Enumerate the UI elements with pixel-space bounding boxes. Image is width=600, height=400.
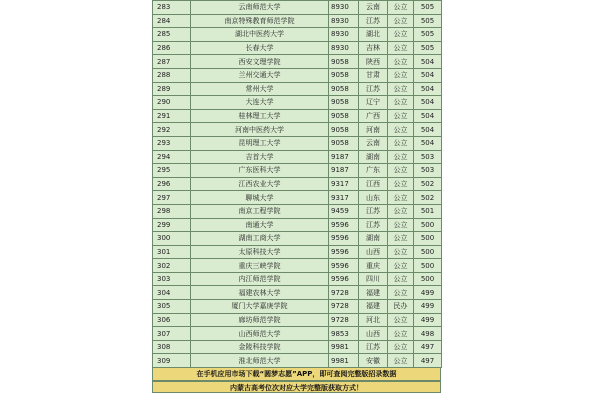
province-cell: 山西 [359,327,388,341]
school-name-cell: 江西农业大学 [191,177,329,191]
province-cell: 四川 [359,272,388,286]
score-cell: 8930 [329,1,359,15]
table-row [153,68,442,82]
position-cell: 503 [414,164,442,178]
score-cell: 9187 [329,164,359,178]
school-type-cell: 公立 [388,68,414,82]
score-cell: 9058 [329,55,359,69]
school-name-cell: 金陵科技学院 [191,340,329,354]
score-cell: 9058 [329,96,359,110]
rank-cell: 301 [153,245,191,259]
score-cell: 9058 [329,123,359,137]
position-cell: 500 [414,272,442,286]
province-cell: 江苏 [359,14,388,28]
school-type-cell: 公立 [388,204,414,218]
school-type-cell: 公立 [388,340,414,354]
rank-cell: 305 [153,300,191,314]
province-cell: 陕西 [359,55,388,69]
score-cell: 9459 [329,204,359,218]
school-type-cell: 公立 [388,41,414,55]
rank-cell: 302 [153,259,191,273]
rank-cell: 299 [153,218,191,232]
rank-cell: 300 [153,232,191,246]
school-type-cell: 公立 [388,218,414,232]
table-row [153,55,442,69]
province-cell: 安徽 [359,354,388,368]
rank-cell: 284 [153,14,191,28]
score-cell: 9596 [329,232,359,246]
school-type-cell: 公立 [388,191,414,205]
school-name-cell: 山西师范大学 [191,327,329,341]
school-type-cell: 公立 [388,327,414,341]
rank-cell: 298 [153,204,191,218]
school-type-cell: 公立 [388,1,414,15]
table-row [153,272,442,286]
position-cell: 504 [414,136,442,150]
school-name-cell: 淮北师范大学 [191,354,329,368]
school-type-cell: 公立 [388,177,414,191]
table-row [153,150,442,164]
school-type-cell: 公立 [388,123,414,137]
table-row [153,136,442,150]
score-cell: 9728 [329,300,359,314]
province-cell: 广东 [359,164,388,178]
rank-cell: 306 [153,313,191,327]
school-type-cell: 民办 [388,300,414,314]
score-cell: 9058 [329,109,359,123]
score-cell: 9058 [329,68,359,82]
province-cell: 云南 [359,136,388,150]
school-name-cell: 太原科技大学 [191,245,329,259]
province-cell: 江苏 [359,204,388,218]
school-name-cell: 湖北中医药大学 [191,28,329,42]
province-cell: 湖北 [359,28,388,42]
table-row [153,218,442,232]
position-cell: 504 [414,123,442,137]
score-cell: 9728 [329,313,359,327]
school-type-cell: 公立 [388,354,414,368]
position-cell: 505 [414,28,442,42]
school-name-cell: 福建农林大学 [191,286,329,300]
score-cell: 9317 [329,191,359,205]
province-cell: 湖南 [359,232,388,246]
province-cell: 重庆 [359,259,388,273]
table-row [153,1,442,15]
position-cell: 497 [414,340,442,354]
school-name-cell: 桂林理工大学 [191,109,329,123]
school-type-cell: 公立 [388,28,414,42]
full-version-banner: 内蒙古高考位次对应大学完整版获取方式！ [152,381,441,394]
province-cell: 江苏 [359,82,388,96]
rank-cell: 309 [153,354,191,368]
score-cell: 8930 [329,28,359,42]
table-row [153,327,442,341]
province-cell: 江苏 [359,340,388,354]
score-cell: 9728 [329,286,359,300]
ranking-table-body [153,1,442,368]
table-row [153,109,442,123]
table-row [153,232,442,246]
province-cell: 甘肃 [359,68,388,82]
position-cell: 503 [414,150,442,164]
rank-cell: 288 [153,68,191,82]
school-type-cell: 公立 [388,286,414,300]
table-row [153,313,442,327]
rank-cell: 304 [153,286,191,300]
school-name-cell: 云南师范大学 [191,1,329,15]
school-type-cell: 公立 [388,55,414,69]
rank-cell: 294 [153,150,191,164]
position-cell: 499 [414,313,442,327]
score-cell: 9981 [329,340,359,354]
position-cell: 500 [414,245,442,259]
rank-cell: 296 [153,177,191,191]
rank-cell: 297 [153,191,191,205]
school-name-cell: 广东医科大学 [191,164,329,178]
table-row [153,354,442,368]
school-type-cell: 公立 [388,150,414,164]
score-cell: 9596 [329,272,359,286]
position-cell: 504 [414,68,442,82]
table-row [153,300,442,314]
rank-cell: 292 [153,123,191,137]
school-type-cell: 公立 [388,136,414,150]
school-name-cell: 长春大学 [191,41,329,55]
rank-cell: 290 [153,96,191,110]
table-row [153,28,442,42]
school-name-cell: 南京特殊教育师范学院 [191,14,329,28]
position-cell: 505 [414,14,442,28]
province-cell: 福建 [359,300,388,314]
rank-cell: 307 [153,327,191,341]
province-cell: 湖南 [359,150,388,164]
province-cell: 河北 [359,313,388,327]
score-cell: 9596 [329,245,359,259]
school-type-cell: 公立 [388,164,414,178]
position-cell: 504 [414,109,442,123]
school-name-cell: 廊坊师范学院 [191,313,329,327]
school-name-cell: 常州大学 [191,82,329,96]
school-type-cell: 公立 [388,245,414,259]
score-cell: 9058 [329,82,359,96]
position-cell: 504 [414,82,442,96]
school-name-cell: 重庆三峡学院 [191,259,329,273]
school-name-cell: 南通大学 [191,218,329,232]
province-cell: 山东 [359,191,388,205]
province-cell: 广西 [359,109,388,123]
table-row [153,286,442,300]
school-type-cell: 公立 [388,14,414,28]
rank-cell: 291 [153,109,191,123]
table-row [153,259,442,273]
score-cell: 9058 [329,136,359,150]
province-cell: 江西 [359,177,388,191]
position-cell: 504 [414,96,442,110]
rank-cell: 293 [153,136,191,150]
school-type-cell: 公立 [388,259,414,273]
school-name-cell: 西安文理学院 [191,55,329,69]
table-row [153,191,442,205]
table-row [153,41,442,55]
table-row [153,96,442,110]
app-download-banner: 在手机应用市场下载“圆梦志愿”APP，即可查阅完整版招录数据 [152,368,441,381]
table-row [153,164,442,178]
rank-cell: 308 [153,340,191,354]
school-name-cell: 聊城大学 [191,191,329,205]
position-cell: 499 [414,300,442,314]
ranking-sheet [152,0,441,393]
table-row [153,14,442,28]
table-row [153,177,442,191]
table-row [153,123,442,137]
position-cell: 502 [414,191,442,205]
position-cell: 502 [414,177,442,191]
province-cell: 云南 [359,1,388,15]
score-cell: 8930 [329,14,359,28]
province-cell: 辽宁 [359,96,388,110]
province-cell: 河南 [359,123,388,137]
rank-cell: 289 [153,82,191,96]
score-cell: 9317 [329,177,359,191]
rank-cell: 283 [153,1,191,15]
rank-cell: 295 [153,164,191,178]
province-cell: 江苏 [359,218,388,232]
school-name-cell: 昆明理工大学 [191,136,329,150]
school-name-cell: 兰州交通大学 [191,68,329,82]
rank-cell: 287 [153,55,191,69]
school-name-cell: 吉首大学 [191,150,329,164]
position-cell: 497 [414,354,442,368]
province-cell: 山西 [359,245,388,259]
school-type-cell: 公立 [388,96,414,110]
position-cell: 505 [414,41,442,55]
rank-cell: 285 [153,28,191,42]
score-cell: 9853 [329,327,359,341]
school-type-cell: 公立 [388,272,414,286]
school-type-cell: 公立 [388,232,414,246]
table-row [153,204,442,218]
score-cell: 9596 [329,259,359,273]
position-cell: 499 [414,286,442,300]
school-name-cell: 湖南工商大学 [191,232,329,246]
school-name-cell: 内江师范学院 [191,272,329,286]
table-row [153,82,442,96]
school-name-cell: 大连大学 [191,96,329,110]
position-cell: 504 [414,55,442,69]
score-cell: 9981 [329,354,359,368]
school-name-cell: 南京工程学院 [191,204,329,218]
position-cell: 501 [414,204,442,218]
ranking-table [152,0,442,368]
rank-cell: 286 [153,41,191,55]
score-cell: 8930 [329,41,359,55]
school-type-cell: 公立 [388,82,414,96]
province-cell: 吉林 [359,41,388,55]
position-cell: 500 [414,218,442,232]
rank-cell: 303 [153,272,191,286]
school-type-cell: 公立 [388,313,414,327]
position-cell: 500 [414,259,442,273]
score-cell: 9596 [329,218,359,232]
school-name-cell: 河南中医药大学 [191,123,329,137]
school-name-cell: 厦门大学嘉庚学院 [191,300,329,314]
table-row [153,340,442,354]
position-cell: 498 [414,327,442,341]
position-cell: 500 [414,232,442,246]
province-cell: 福建 [359,286,388,300]
score-cell: 9187 [329,150,359,164]
position-cell: 505 [414,1,442,15]
table-row [153,245,442,259]
school-type-cell: 公立 [388,109,414,123]
